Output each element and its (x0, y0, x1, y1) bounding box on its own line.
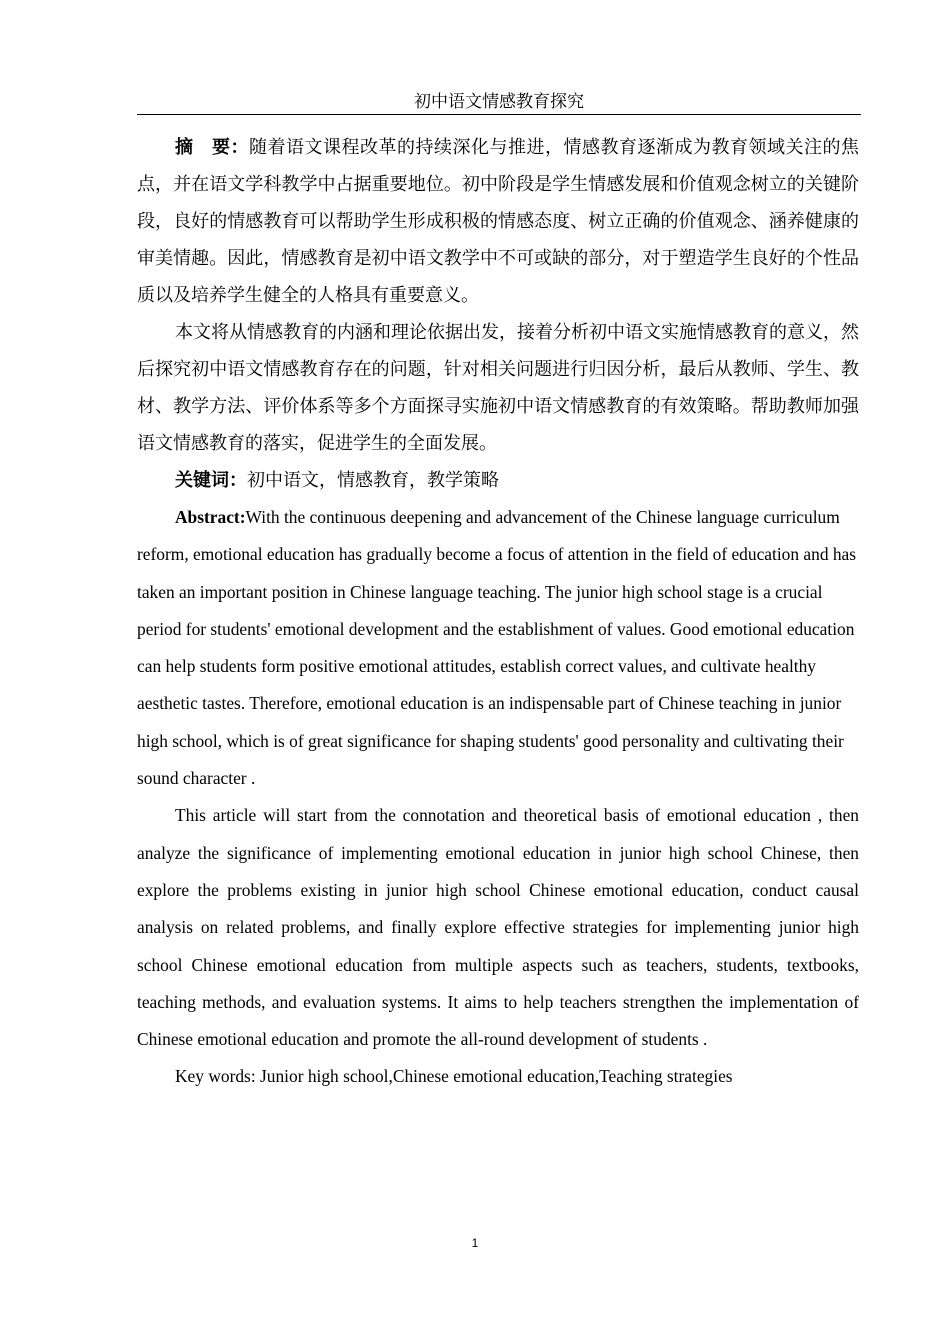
abstract-en-label: Abstract: (175, 507, 246, 527)
page-header (137, 91, 861, 115)
abstract-cn-label: 摘 要： (175, 137, 249, 158)
abstract-cn-text-2: 本文将从情感教育的内涵和理论依据出发，接着分析初中语文实施情感教育的意义，然后探究初中语文情感教育存在的问题，针对相关问题进行归因分析，最后从教师、学生、教材、教学方法、评价体系等多个方面探寻实施初中语文情感教育的有效策略。帮助教师加强语文情感教育的落实，促进学生的全面发展。 (137, 322, 859, 454)
keywords-cn (137, 462, 859, 499)
abstract-en-text-1: With the continuous deepening and advancement of the Chinese language curriculum reform, emotional education has gradually become a focus of attention in the field of education and has taken an important position in Chinese language teaching. The junior high school stage is a crucial period for students' emotional development and the establishment of values. Good emotional education can help students form positive emotional attitudes, establish correct values, and cultivate healthy aesthetic tastes. Therefore, emotional education is an indispensable part of Chinese teaching in junior high school, which is of great significance for shaping students' good personality and cultivating their sound character . (137, 507, 857, 789)
abstract-en-text-2: This article will start from the connotation and theoretical basis of emotional education , then analyze the significance of implementing emotional education in junior high school Chinese, then explore the problems existing in junior high school Chinese emotional education, conduct causal analysis on related problems, and finally explore effective strategies for implementing junior high school Chinese emotional education from multiple aspects such as teachers, students, textbooks, teaching methods, and evaluation systems. It aims to help teachers strengthen the implementation of Chinese emotional education and promote the all-round development of students . (137, 805, 859, 1050)
keywords-en-text: Key words: Junior high school,Chinese emotional education,Teaching strategies (175, 1066, 733, 1087)
keywords-cn-label: 关键词： (175, 470, 247, 491)
abstract-cn-paragraph-1 (137, 129, 859, 314)
abstract-en-paragraph-2 (137, 797, 859, 1058)
header-title: 初中语文情感教育探究 (414, 92, 584, 112)
abstract-en-paragraph-1 (137, 499, 859, 797)
abstract-cn-text-1: 随着语文课程改革的持续深化与推进，情感教育逐渐成为教育领域关注的焦点，并在语文学科教学中占据重要地位。初中阶段是学生情感发展和价值观念树立的关键阶段，良好的情感教育可以帮助学生形成积极的情感态度、树立正确的价值观念、涵养健康的审美情趣。因此，情感教育是初中语文教学中不可或缺的部分，对于塑造学生良好的个性品质以及培养学生健全的人格具有重要意义。 (137, 137, 859, 306)
keywords-en (137, 1058, 859, 1095)
abstract-cn-paragraph-2 (137, 314, 859, 462)
document-body (137, 129, 859, 1096)
page-number: 1 (471, 1236, 479, 1250)
keywords-cn-text: 初中语文，情感教育，教学策略 (247, 470, 499, 491)
